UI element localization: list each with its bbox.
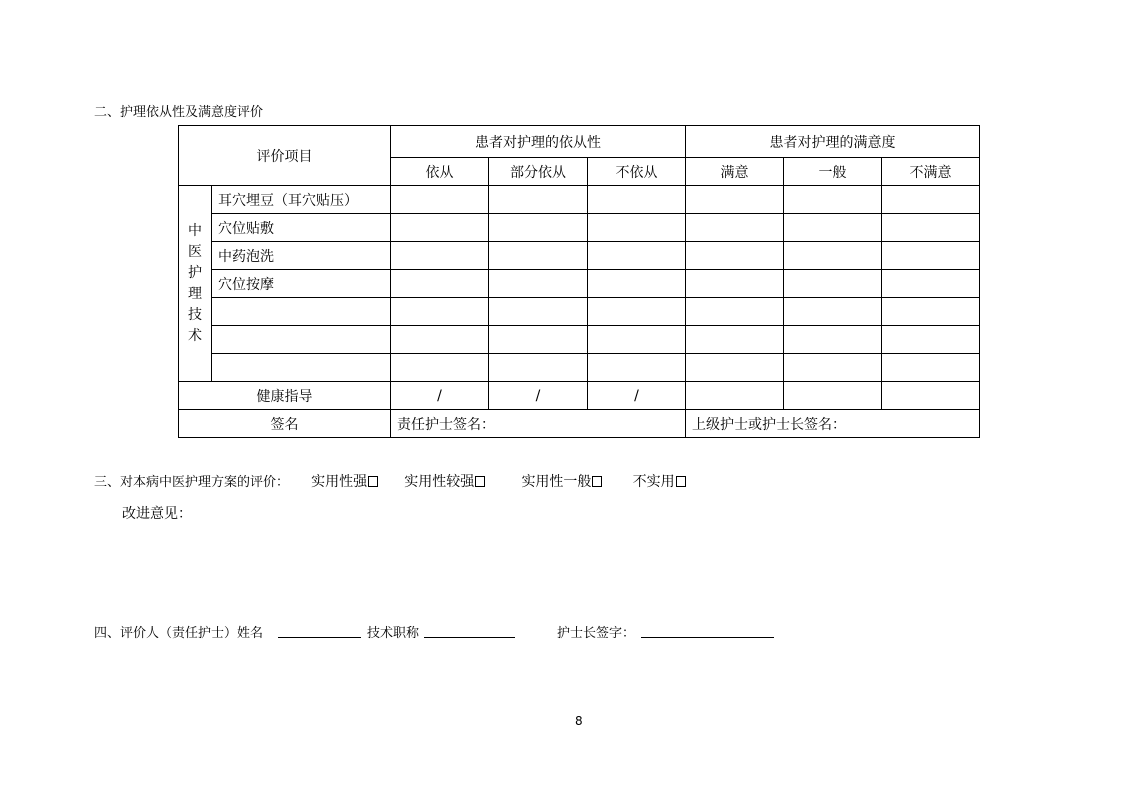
col-unsatisfied: 不满意 xyxy=(882,158,980,186)
section3-row xyxy=(94,471,686,491)
cell[interactable] xyxy=(686,326,784,354)
option-practical-average[interactable]: 实用性一般 xyxy=(521,474,602,490)
cell[interactable] xyxy=(784,186,882,214)
cell[interactable] xyxy=(489,214,588,242)
cell[interactable] xyxy=(882,214,980,242)
cell[interactable] xyxy=(489,186,588,214)
head-nurse-signature-field[interactable]: 上级护士或护士长签名： xyxy=(686,410,980,438)
improvement-label: 改进意见： xyxy=(122,506,192,522)
cell[interactable] xyxy=(882,326,980,354)
slash-cell: / xyxy=(391,382,489,410)
satisfaction-header: 患者对护理的满意度 xyxy=(686,126,980,158)
cell[interactable] xyxy=(391,186,489,214)
slash-cell: / xyxy=(489,382,588,410)
technique-name[interactable] xyxy=(212,326,391,354)
cell[interactable] xyxy=(784,270,882,298)
compliance-header: 患者对护理的依从性 xyxy=(391,126,686,158)
col-average: 一般 xyxy=(784,158,882,186)
col-not-comply: 不依从 xyxy=(588,158,686,186)
col-satisfied: 满意 xyxy=(686,158,784,186)
option-practical-strong[interactable]: 实用性强 xyxy=(311,474,378,490)
checkbox-icon[interactable] xyxy=(676,476,686,487)
cell[interactable] xyxy=(588,354,686,382)
cell[interactable] xyxy=(784,214,882,242)
cell[interactable] xyxy=(882,382,980,410)
cell[interactable] xyxy=(882,298,980,326)
col-comply: 依从 xyxy=(391,158,489,186)
cell[interactable] xyxy=(686,298,784,326)
technique-name: 中药泡洗 xyxy=(212,242,391,270)
cell[interactable] xyxy=(784,326,882,354)
technique-name: 穴位贴敷 xyxy=(212,214,391,242)
cell[interactable] xyxy=(882,354,980,382)
cell[interactable] xyxy=(489,354,588,382)
cell[interactable] xyxy=(588,270,686,298)
head-nurse-sign-line[interactable] xyxy=(641,637,774,638)
technique-name: 穴位按摩 xyxy=(212,270,391,298)
cell[interactable] xyxy=(686,214,784,242)
cell[interactable] xyxy=(391,354,489,382)
job-title-label: 技术职称 xyxy=(367,626,420,641)
cell[interactable] xyxy=(489,270,588,298)
head-nurse-sign-label: 护士长签字： xyxy=(557,626,636,641)
cell[interactable] xyxy=(391,298,489,326)
cell[interactable] xyxy=(784,242,882,270)
slash-cell: / xyxy=(588,382,686,410)
cell[interactable] xyxy=(686,186,784,214)
health-guidance-label: 健康指导 xyxy=(179,382,391,410)
cell[interactable] xyxy=(882,270,980,298)
job-title-line[interactable] xyxy=(424,637,515,638)
cell[interactable] xyxy=(686,242,784,270)
cell[interactable] xyxy=(489,298,588,326)
technique-name[interactable] xyxy=(212,298,391,326)
cell[interactable] xyxy=(588,326,686,354)
cell[interactable] xyxy=(588,214,686,242)
item-header: 评价项目 xyxy=(179,126,391,186)
option-practical-fairly-strong[interactable]: 实用性较强 xyxy=(404,474,485,490)
option-not-practical[interactable]: 不实用 xyxy=(633,474,686,490)
cell[interactable] xyxy=(391,242,489,270)
cell[interactable] xyxy=(686,354,784,382)
cell[interactable] xyxy=(391,326,489,354)
cell[interactable] xyxy=(882,186,980,214)
cell[interactable] xyxy=(784,382,882,410)
technique-name[interactable] xyxy=(212,354,391,382)
cell[interactable] xyxy=(588,186,686,214)
cell[interactable] xyxy=(686,382,784,410)
nurse-signature-field[interactable]: 责任护士签名： xyxy=(391,410,686,438)
cell[interactable] xyxy=(588,242,686,270)
cell[interactable] xyxy=(882,242,980,270)
col-partial-comply: 部分依从 xyxy=(489,158,588,186)
page-number: 8 xyxy=(575,714,583,728)
evaluator-name-label: 四、评价人（责任护士）姓名 xyxy=(94,626,264,641)
signature-label: 签名 xyxy=(179,410,391,438)
cell[interactable] xyxy=(391,270,489,298)
cell[interactable] xyxy=(784,354,882,382)
cell[interactable] xyxy=(489,242,588,270)
evaluation-table xyxy=(178,125,980,438)
checkbox-icon[interactable] xyxy=(592,476,602,487)
tcm-group-label: 中 医 护 理 技 术 xyxy=(179,186,212,382)
section2-title: 二、护理依从性及满意度评价 xyxy=(94,105,264,120)
cell[interactable] xyxy=(588,298,686,326)
cell[interactable] xyxy=(391,214,489,242)
checkbox-icon[interactable] xyxy=(475,476,485,487)
cell[interactable] xyxy=(489,326,588,354)
technique-name: 耳穴埋豆（耳穴贴压） xyxy=(212,186,391,214)
section3-title: 三、对本病中医护理方案的评价： xyxy=(94,475,290,490)
evaluator-name-line[interactable] xyxy=(278,637,361,638)
cell[interactable] xyxy=(784,298,882,326)
checkbox-icon[interactable] xyxy=(368,476,378,487)
cell[interactable] xyxy=(686,270,784,298)
